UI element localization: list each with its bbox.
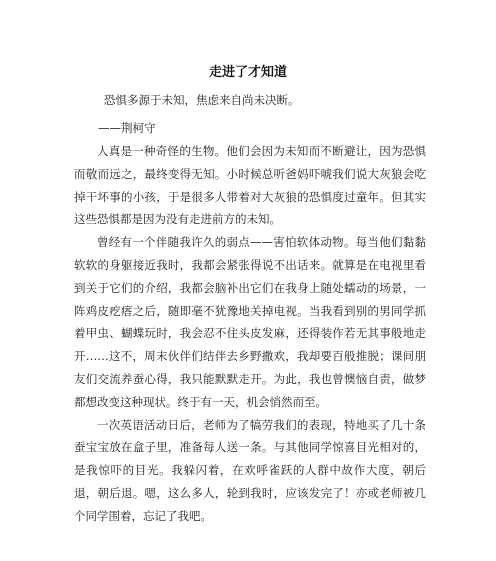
epigraph: 恐惧多源于未知，焦虑来自尚未决断。: [104, 93, 300, 107]
paragraph-2: 曾经有一个伴随我许久的弱点——害怕软体动物。每当他们黏黏软软的身躯接近我时，我都会紧张得说不出话来。就算是在电视里看到关于它们的介绍，我都会脑补出它们在我身上随处蠕动的场景，一阵鸡皮疙瘩之后，随即毫不犹豫地关掉电视。当我看到别的男同学抓着甲虫、蝴蝶玩时，我会忍不住头皮发麻，还得装作若无其事般地走开……这不，周末伙伴们结伴去乡野撒欢，我却要百般推脱；课间朋友们交流养蚕心得，我只能默默走开。为此，我也曾懊恼自责，做梦都想改变这种现状。终于有一天，机会悄然而至。: [74, 235, 426, 409]
paragraph-1: 人真是一种奇怪的生物。他们会因为未知而不断避让，因为恐惧而敬而远之，最终变得无知。小时候总听爸妈吓唬我们说大灰狼会吃掉干坏事的小孩，于是很多人带着对大灰狼的恐惧度过童年。但其实这些恐惧都是因为没有走进前方的未知。: [74, 144, 426, 227]
epigraph-author: ——荆柯守: [98, 121, 156, 135]
document-title: 走进了才知道: [208, 65, 287, 80]
body-text: [74, 140, 426, 528]
paragraph-3: 一次英语活动日后，老师为了犒劳我们的表现，特地买了几十条蚕宝宝放在盒子里，准备每人送一条。与其他同学惊喜目光相对的，是我惊吓的目光。我躲闪着，在欢呼雀跃的人群中故作大度，朝后退，朝后退。嗯，这么多人，轮到我时，应该发完了！亦或老师被几个同学围着，忘记了我吧。: [74, 417, 426, 523]
